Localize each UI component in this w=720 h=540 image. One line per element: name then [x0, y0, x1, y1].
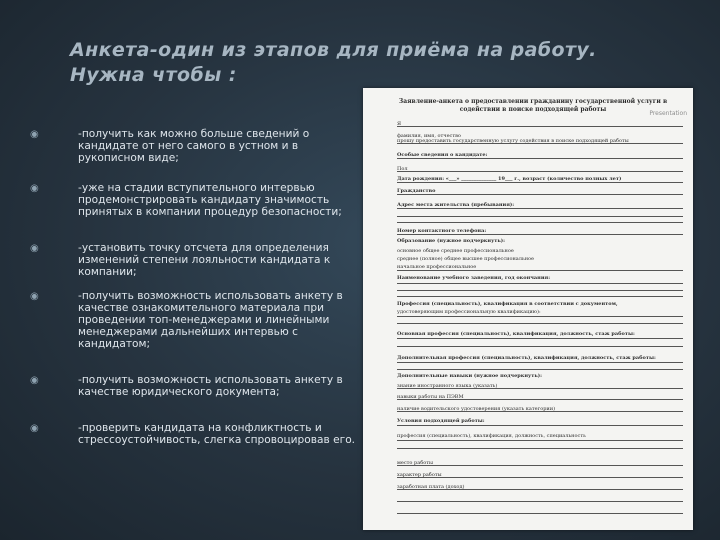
form-fill-line: [397, 171, 683, 172]
form-row: начальное профессиональное: [397, 264, 477, 270]
form-fill-line: [397, 338, 683, 339]
bullet-icon: ◉: [30, 183, 39, 194]
form-row: Образование (нужное подчеркнуть):: [397, 238, 505, 244]
form-fill-line: [397, 465, 683, 466]
form-row: Основная профессия (специальность), квалификация, должность, стаж работы:: [397, 331, 635, 337]
slide-title: [70, 38, 670, 88]
form-fill-line: [397, 290, 683, 291]
form-row: прошу предоставить государственную услугу содействия в поиске подходящей работы: [397, 138, 629, 144]
bullet-icon: ◉: [30, 291, 39, 302]
form-fill-line: [397, 369, 683, 370]
form-row: место работы: [397, 460, 433, 466]
form-fill-line: [397, 143, 683, 144]
form-row: наличие водительского удостоверения (указать категории): [397, 406, 556, 412]
list-item-text: -проверить кандидата на конфликтность и стрессоустойчивость, слегка спровоцировав его.: [78, 422, 356, 446]
form-fill-line: [397, 501, 683, 502]
slide-title-line-2: Нужна чтобы :: [70, 64, 237, 86]
form-row: Особые сведения о кандидате:: [397, 152, 488, 158]
form-fill-line: [397, 158, 683, 159]
bullet-icon: ◉: [30, 243, 39, 254]
form-row: Пол: [397, 166, 408, 172]
form-fill-line: [397, 182, 683, 183]
form-row: характер работы: [397, 472, 442, 478]
form-fill-line: [397, 399, 683, 400]
bullet-icon: ◉: [30, 375, 39, 386]
list-item-text: -получить возможность использовать анкету в качестве юридического документа;: [78, 374, 343, 398]
form-row: Наименование учебного заведения, год окончания:: [397, 275, 551, 281]
form-fill-line: [397, 477, 683, 478]
form-row: Номер контактного телефона:: [397, 228, 487, 234]
form-fill-line: [397, 216, 683, 217]
form-fill-line: [397, 283, 683, 284]
bullet-icon: ◉: [30, 423, 39, 434]
form-fill-line: [397, 425, 683, 426]
form-row: основное общее среднее профессиональное: [397, 248, 514, 254]
form-row: знание иностранного языка (указать): [397, 383, 498, 389]
form-fill-line: [397, 513, 683, 514]
form-row: Профессия (специальность), квалификация в соответствии с документом,: [397, 301, 618, 307]
form-fill-line: [397, 362, 683, 363]
form-fill-line: [397, 388, 683, 389]
form-fill-line: [397, 323, 683, 324]
form-fill-line: [397, 270, 683, 271]
form-row: Дополнительная профессия (специальность), квалификация, должность, стаж работы:: [397, 355, 656, 361]
form-fill-line: [397, 411, 683, 412]
form-fill-line: [397, 296, 683, 297]
form-fill-line: [397, 440, 683, 441]
form-row: профессия (специальность), квалификация, должность, специальность: [397, 433, 586, 439]
form-row: Я: [397, 121, 402, 127]
list-item-text: -получить как можно больше сведений о кандидате от него самого в устном и в рукописном виде;: [78, 128, 310, 164]
form-row: Гражданство: [397, 188, 436, 194]
form-fill-line: [397, 234, 683, 235]
form-fill-line: [397, 316, 683, 317]
form-heading: Заявление-анкета о предоставлении гражданину государственной услуги в содействии в поиске подходящей работы: [398, 98, 668, 113]
form-fill-line: [397, 208, 683, 209]
form-row: Адрес места жительства (пребывания):: [397, 202, 515, 208]
form-row: Дополнительные навыки (нужное подчеркнуть):: [397, 373, 542, 379]
form-row: удостоверяющим профессиональную квалификацию):: [397, 309, 541, 315]
form-row: навыки работы на ПЭВМ: [397, 394, 464, 400]
list-item-text: -установить точку отсчета для определения изменений степени лояльности кандидата к компании;: [78, 242, 331, 278]
form-row: фамилия, имя, отчество: [397, 133, 461, 139]
form-row: Условия подходящей работы:: [397, 418, 485, 424]
bullet-icon: ◉: [30, 129, 39, 140]
slide-title-line-1: Анкета-один из этапов для приёма на работу.: [70, 39, 597, 61]
application-form-image: [363, 88, 693, 530]
form-row: заработная плата (доход): [397, 484, 465, 490]
form-logo: Presentation: [649, 110, 687, 117]
list-item-text: -получить возможность использовать анкету в качестве ознакомительного материала при проведении топ-менеджерами и линейными менеджерами дальнейших интервью с кандидатом;: [78, 290, 343, 350]
form-row: среднее (полное) общее высшее профессиональное: [397, 256, 534, 262]
form-fill-line: [397, 126, 683, 127]
form-fill-line: [397, 346, 683, 347]
form-row: Дата рождения: «___» ______________ 19___ г., возраст (количество полных лет): [397, 176, 622, 182]
form-fill-line: [397, 448, 683, 449]
list-item-text: -уже на стадии вступительного интервью продемонстрировать кандидату значимость принятых в компании процедур безопасности;: [78, 182, 342, 218]
form-fill-line: [397, 222, 683, 223]
form-fill-line: [397, 194, 683, 195]
form-fill-line: [397, 489, 683, 490]
